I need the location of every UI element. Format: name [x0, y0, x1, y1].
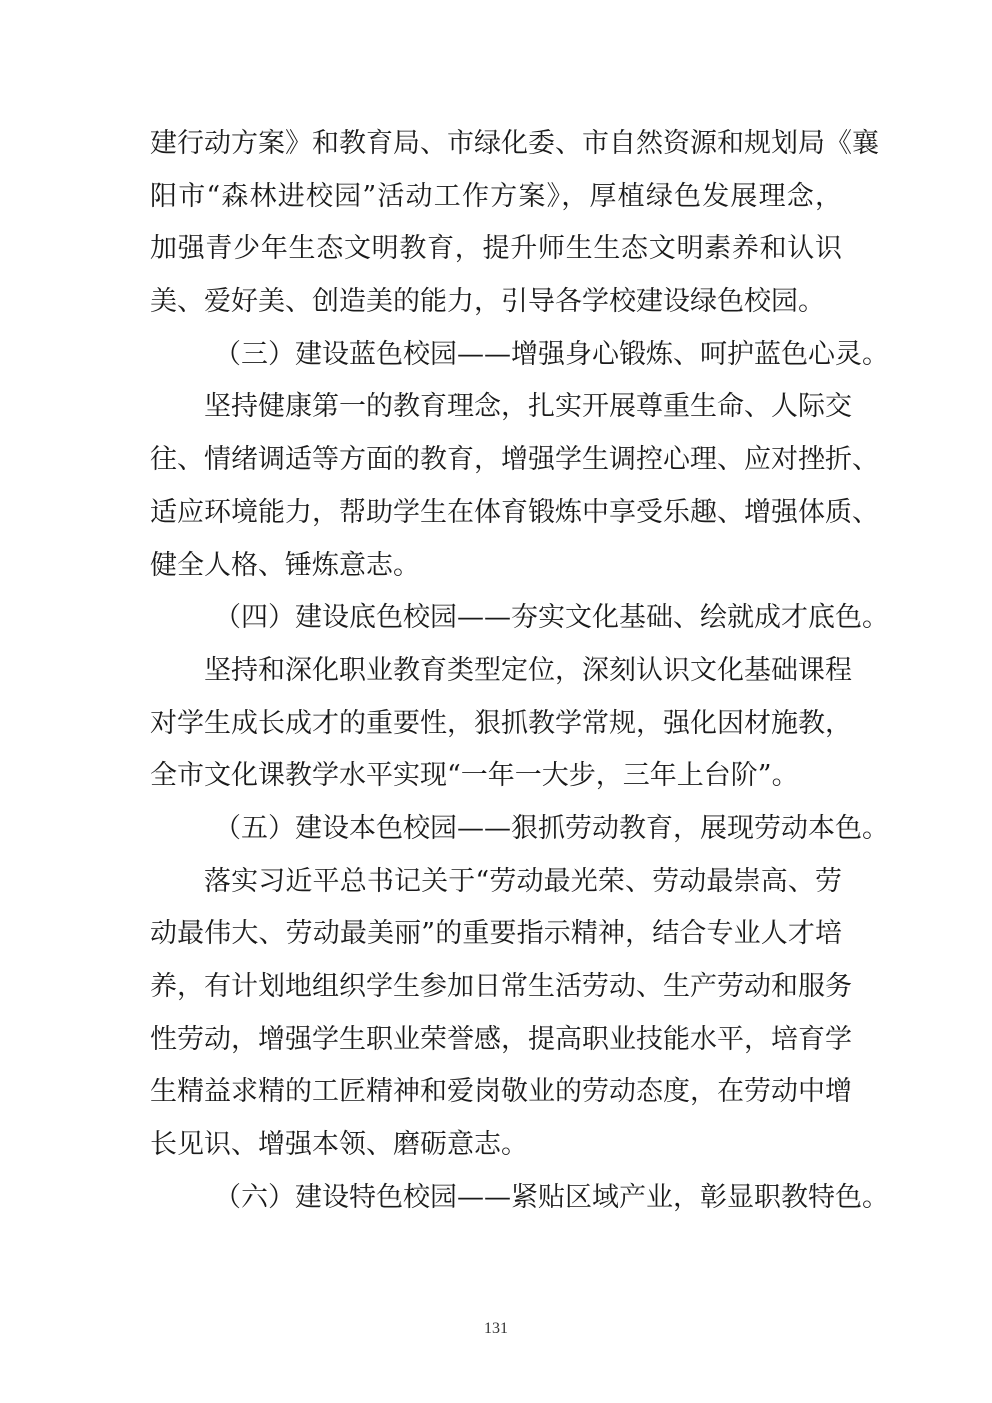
- paragraph-line: 往、情绪调适等方面的教育，增强学生调控心理、应对挫折、: [150, 444, 879, 476]
- section-heading-six: （六）建设特色校园——紧贴区域产业，彰显职教特色。: [214, 1181, 889, 1213]
- body-text: [150, 118, 889, 1224]
- paragraph-line: 适应环境能力，帮助学生在体育锻炼中享受乐趣、增强体质、: [150, 496, 879, 528]
- paragraph-line: 动最伟大、劳动最美丽”的重要指示精神，结合专业人才培: [150, 918, 842, 950]
- paragraph-line: 坚持和深化职业教育类型定位，深刻认识文化基础课程: [204, 654, 852, 686]
- paragraph-line: 健全人格、锤炼意志。: [150, 549, 420, 581]
- paragraph-line: 对学生成长成才的重要性，狠抓教学常规，强化因材施教，: [150, 707, 852, 739]
- paragraph-line: 加强青少年生态文明教育，提升师生生态文明素养和认识: [150, 233, 842, 265]
- section-heading-five: （五）建设本色校园——狠抓劳动教育，展现劳动本色。: [214, 812, 889, 844]
- paragraph-line: 性劳动，增强学生职业荣誉感，提高职业技能水平，培育学: [150, 1023, 852, 1055]
- paragraph-line: 落实习近平总书记关于“劳动最光荣、劳动最崇高、劳: [204, 865, 842, 897]
- paragraph-line: 阳市“森林进校园”活动工作方案》，厚植绿色发展理念，: [150, 180, 842, 212]
- page-number: 131: [484, 1320, 508, 1337]
- paragraph-line: 建行动方案》和教育局、市绿化委、市自然资源和规划局《襄: [150, 128, 879, 159]
- section-heading-four: （四）建设底色校园——夯实文化基础、绘就成才底色。: [214, 602, 889, 634]
- paragraph-line: 养，有计划地组织学生参加日常生活劳动、生产劳动和服务: [150, 971, 852, 1002]
- paragraph-line: 生精益求精的工匠精神和爱岗敬业的劳动态度，在劳动中增: [150, 1076, 852, 1108]
- paragraph-line: 长见识、增强本领、磨砺意志。: [150, 1129, 528, 1161]
- paragraph-line: 坚持健康第一的教育理念，扎实开展尊重生命、人际交: [204, 391, 852, 423]
- paragraph-line: 全市文化课教学水平实现“一年一大步，三年上台阶”。: [150, 760, 799, 792]
- paragraph-line: 美、爱好美、创造美的能力，引导各学校建设绿色校园。: [150, 286, 825, 318]
- section-heading-three: （三）建设蓝色校园——增强身心锻炼、呵护蓝色心灵。: [214, 338, 889, 370]
